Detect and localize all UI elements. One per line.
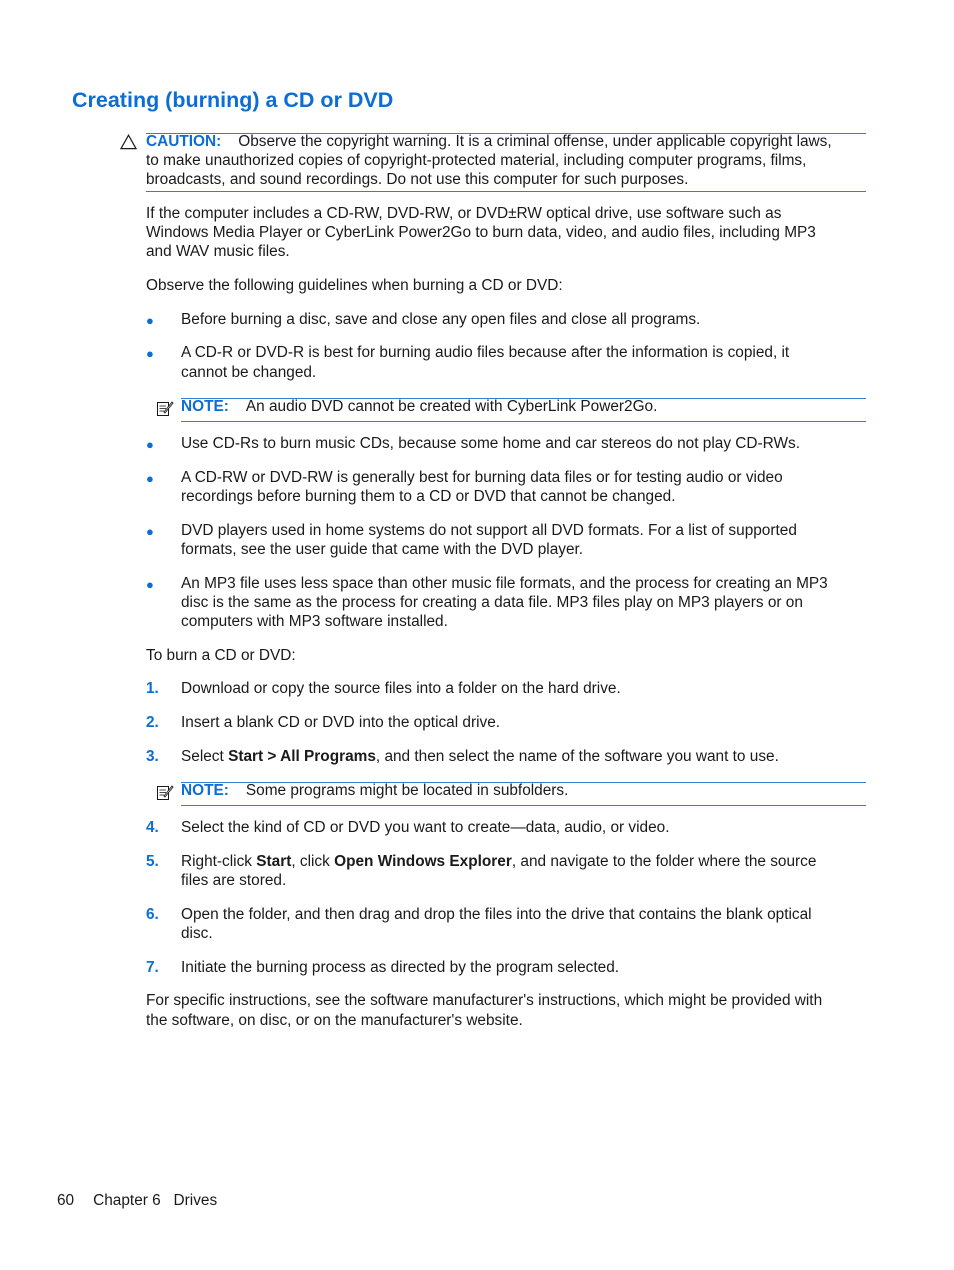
step-number: 7. xyxy=(146,959,159,976)
step-5-bold-explorer: Open Windows Explorer xyxy=(334,853,512,870)
caution-bottom-rule xyxy=(146,191,866,192)
note2-bottom-rule xyxy=(181,805,866,806)
bullet-1-line-1: Before burning a disc, save and close any open files and close all programs. xyxy=(181,311,701,328)
bullet-4-line-1: A CD-RW or DVD-RW is generally best for burning data files or for testing audio or video xyxy=(181,469,783,486)
step-4-text: Select the kind of CD or DVD you want to create—data, audio, or video. xyxy=(181,819,670,836)
bullet-4-line-2: recordings before burning them to a CD or DVD that cannot be changed. xyxy=(181,488,676,505)
bullet-marker: ● xyxy=(146,313,154,328)
footer xyxy=(57,1192,217,1210)
step-number: 4. xyxy=(146,819,159,836)
bullet-2-line-1: A CD-R or DVD-R is best for burning audio files because after the information is copied, it xyxy=(181,344,790,361)
step-number: 3. xyxy=(146,748,159,765)
caution-text-1: Observe the copyright warning. It is a criminal offense, under applicable copyright laws, xyxy=(238,133,832,150)
step-2-text: Insert a blank CD or DVD into the optical drive. xyxy=(181,714,501,731)
step-6-line-1: Open the folder, and then drag and drop the files into the drive that contains the blank optical xyxy=(181,906,812,923)
step-7-text: Initiate the burning process as directed by the program selected. xyxy=(181,959,620,976)
guidelines-intro: Observe the following guidelines when burning a CD or DVD: xyxy=(146,277,563,294)
note1-label: NOTE: xyxy=(181,398,229,415)
bullet-6-line-1: An MP3 file uses less space than other music file formats, and the process for creating an MP3 xyxy=(181,575,828,592)
step-1-text: Download or copy the source files into a folder on the hard drive. xyxy=(181,680,621,697)
closing-line-2: the software, on disc, or on the manufacturer's website. xyxy=(146,1012,523,1029)
step-number: 6. xyxy=(146,906,159,923)
bullet-5-line-2: formats, see the user guide that came with the DVD player. xyxy=(181,541,584,558)
bullet-marker: ● xyxy=(146,346,154,361)
bullet-5-line-1: DVD players used in home systems do not support all DVD formats. For a list of supported xyxy=(181,522,797,539)
step-5-line-1 xyxy=(181,853,816,871)
bullet-marker: ● xyxy=(146,577,154,592)
note-pencil-icon xyxy=(156,783,174,806)
step-number: 1. xyxy=(146,680,159,697)
caution-label: CAUTION: xyxy=(146,133,222,150)
step-5-pre: Right-click xyxy=(181,853,257,870)
burn-intro: To burn a CD or DVD: xyxy=(146,647,296,664)
step-5-bold-start: Start xyxy=(256,853,292,870)
bullet-2-line-2: cannot be changed. xyxy=(181,364,317,381)
step-5-line-2: files are stored. xyxy=(181,872,287,889)
step-3-text xyxy=(181,748,779,766)
note2-text: Some programs might be located in subfolders. xyxy=(245,782,569,799)
intro-line-3: and WAV music files. xyxy=(146,243,290,260)
note2-label: NOTE: xyxy=(181,782,229,799)
warning-triangle-icon xyxy=(120,134,137,155)
bullet-marker: ● xyxy=(146,524,154,539)
caution-line-3: broadcasts, and sound recordings. Do not use this computer for such purposes. xyxy=(146,171,689,188)
caution-line-1 xyxy=(146,133,832,151)
note1-bottom-rule xyxy=(181,421,866,422)
bullet-marker: ● xyxy=(146,437,154,452)
step-3-pre: Select xyxy=(181,748,229,765)
closing-line-1: For specific instructions, see the software manufacturer's instructions, which might be provided with xyxy=(146,992,823,1009)
chapter-label: Chapter 6 Drives xyxy=(93,1192,218,1209)
step-5-post: , and navigate to the folder where the source xyxy=(511,853,817,870)
page-title: Creating (burning) a CD or DVD xyxy=(72,88,394,112)
bullet-3-line-1: Use CD-Rs to burn music CDs, because some home and car stereos do not play CD-RWs. xyxy=(181,435,800,452)
step-number: 5. xyxy=(146,853,159,870)
note1-line xyxy=(181,398,657,416)
note1-text: An audio DVD cannot be created with CyberLink Power2Go. xyxy=(245,398,658,415)
bullet-6-line-2: disc is the same as the process for creating a data file. MP3 files play on MP3 players or on xyxy=(181,594,803,611)
page-number: 60 xyxy=(57,1192,75,1209)
intro-line-2: Windows Media Player or CyberLink Power2Go to burn data, video, and audio files, including MP3 xyxy=(146,224,816,241)
intro-line-1: If the computer includes a CD-RW, DVD-RW, or DVD±RW optical drive, use software such as xyxy=(146,205,782,222)
caution-line-2: to make unauthorized copies of copyright-protected material, including computer programs, films, xyxy=(146,152,807,169)
note-pencil-icon xyxy=(156,399,174,422)
bullet-6-line-3: computers with MP3 software installed. xyxy=(181,613,448,630)
step-number: 2. xyxy=(146,714,159,731)
step-6-line-2: disc. xyxy=(181,925,213,942)
bullet-marker: ● xyxy=(146,471,154,486)
step-5-mid: , click xyxy=(291,853,335,870)
step-3-post: , and then select the name of the software you want to use. xyxy=(375,748,779,765)
step-3-bold: Start > All Programs xyxy=(228,748,376,765)
note2-line xyxy=(181,782,568,800)
